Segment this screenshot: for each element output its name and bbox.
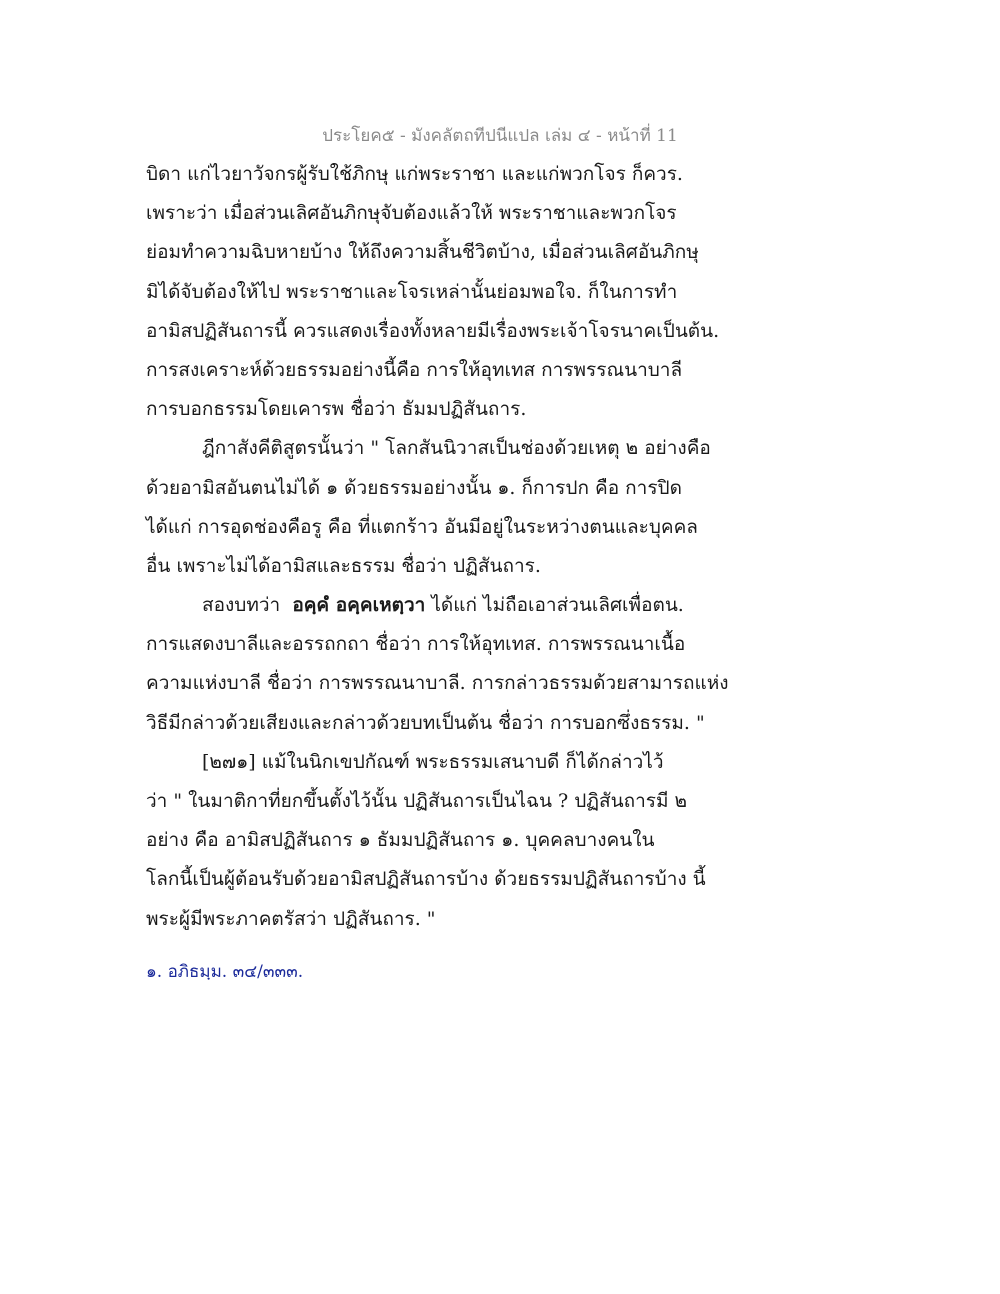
text-line: ฎีกาสังคีติสูตรนั้นว่า " โลกสันนิวาสเป็นช่องด้วยเหตุ ๒ อย่างคือ [202,437,711,460]
text-line: โลกนี้เป็นผู้ต้อนรับด้วยอามิสปฏิสันถารบ้าง ด้วยธรรมปฏิสันถารบ้าง นี้ [146,868,706,891]
text-line [146,586,716,625]
pali-term: อคฺคํ อคฺคเหตฺวา [292,594,426,617]
text-line: ความแห่งบาลี ชื่อว่า การพรรณนาบาลี. การกล่าวธรรมด้วยสามารถแห่ง [146,672,729,695]
text-line: การแสดงบาลีและอรรถกถา ชื่อว่า การให้อุทเทส. การพรรณนาเนื้อ [146,633,686,656]
text-line: อามิสปฏิสันถารนี้ ควรแสดงเรื่องทั้งหลายมีเรื่องพระเจ้าโจรนาคเป็นต้น. [146,319,720,342]
text-line: ด้วยอามิสอันตนไม่ได้ ๑ ด้วยธรรมอย่างนั้น ๑. ก็การปก คือ การปิด [146,476,682,499]
text-line: วิธีมีกล่าวด้วยเสียงและกล่าวด้วยบทเป็นต้น ชื่อว่า การบอกซึ่งธรรม. " [146,711,705,734]
document-body [146,155,729,939]
text-line: การบอกธรรมโดยเคารพ ชื่อว่า ธัมมปฏิสันถาร. [146,398,527,421]
text-line: บิดา แก่ไวยาวัจกรผู้รับใช้ภิกษุ แก่พระราชา และแก่พวกโจร ก็ควร. [146,163,683,185]
footnote: ๑. อภิธมฺม. ๓๔/๓๓๓. [146,962,304,982]
text-line: การสงเคราะห์ด้วยธรรมอย่างนี้คือ การให้อุทเทส การพรรณนาบาลี [146,358,683,381]
text-span: ได้แก่ ไม่ถือเอาส่วนเลิศเพื่อตน. [431,594,684,617]
text-line: พระผู้มีพระภาคตรัสว่า ปฏิสันถาร. " [146,907,436,930]
text-line: อย่าง คือ อามิสปฏิสันถาร ๑ ธัมมปฏิสันถาร ๑. บุคคลบางคนใน [146,829,655,852]
text-line: ว่า " ในมาติกาที่ยกขึ้นตั้งไว้นั้น ปฏิสันถารเป็นไฉน ? ปฏิสันถารมี ๒ [146,790,688,812]
text-line: มิได้จับต้องให้ไป พระราชาและโจรเหล่านั้นย่อมพอใจ. ก็ในการทำ [146,280,678,303]
text-line: ได้แก่ การอุดช่องคือรู คือ ที่แตกร้าว อันมีอยู่ในระหว่างตนและบุคคล [146,515,698,538]
running-head: ประโยค๕ - มังคลัตถทีปนีแปล เล่ม ๔ - หน้าที่ 11 [322,126,678,146]
text-line: ย่อมทำความฉิบหายบ้าง ให้ถึงความสิ้นชีวิตบ้าง, เมื่อส่วนเลิศอันภิกษุ [146,241,699,264]
text-line: อื่น เพราะไม่ได้อามิสและธรรม ชื่อว่า ปฏิสันถาร. [146,554,541,577]
text-line: [๒๗๑] แม้ในนิกเขปกัณฑ์ พระธรรมเสนาบดี ก็ได้กล่าวไว้ [202,750,664,773]
text-line: เพราะว่า เมื่อส่วนเลิศอันภิกษุจับต้องแล้วให้ พระราชาและพวกโจร [146,202,677,225]
text-span: สองบทว่า [202,594,281,617]
